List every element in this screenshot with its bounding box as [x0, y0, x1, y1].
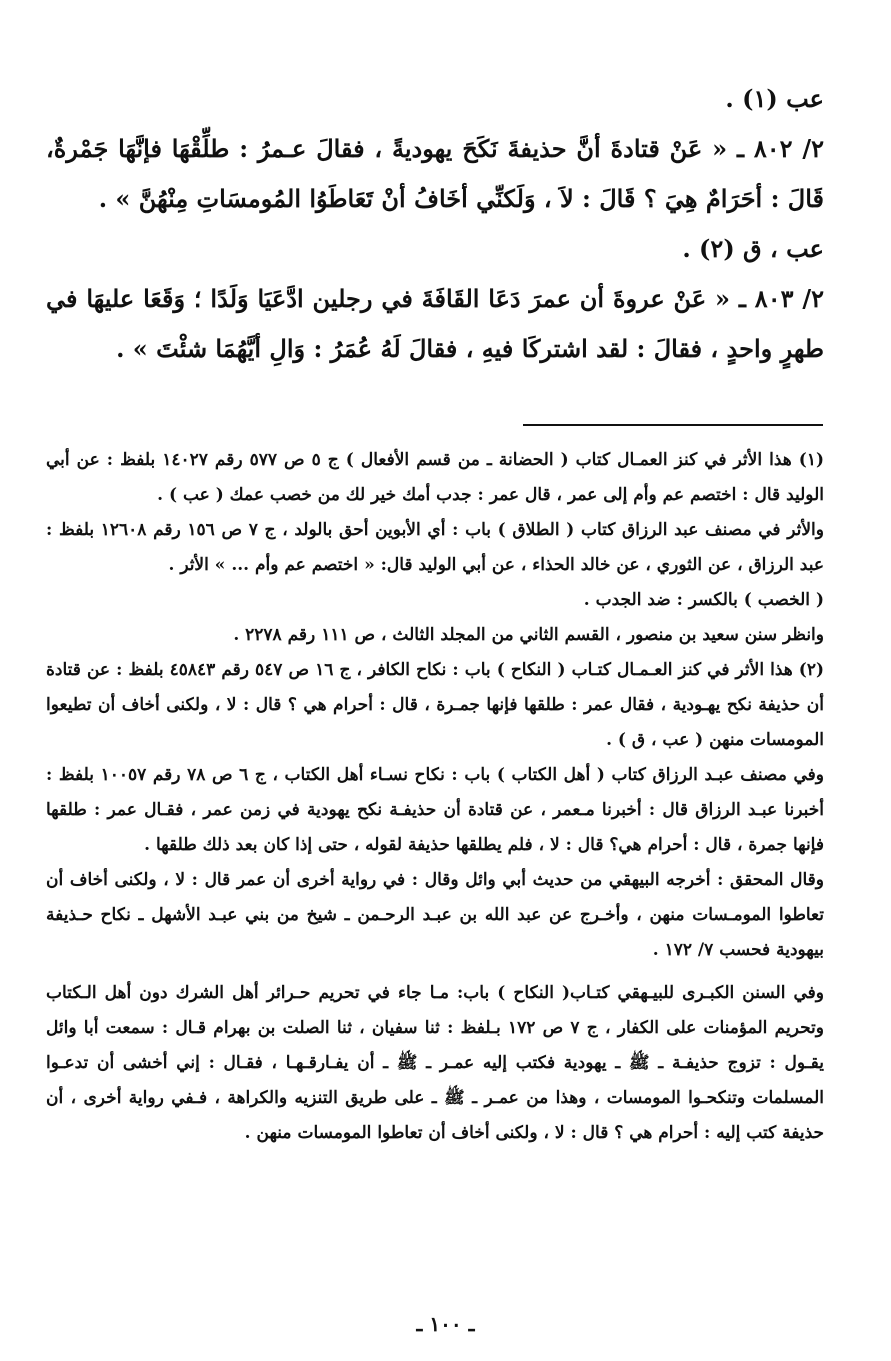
footnotes	[46, 443, 824, 1151]
footnote-separator	[523, 424, 823, 426]
line-abbreviation-2: عب ، ق (٢) .	[682, 234, 824, 263]
main-text	[46, 74, 824, 374]
footnote-1-para-1: (١) هذا الأثر في كنز العمـال كتاب ( الحضانة ـ من قسم الأفعال ) ج ٥ ص ٥٧٧ رقم ١٤٠٢٧ بلفظ : عن أبي الوليد قال : اختصم عم وأم إلى عمر ، قال عمر : جدب أمك خير لك من خصب عمك ( عب ) .	[46, 450, 824, 505]
page-number: ـ ١٠٠ ـ	[416, 1312, 475, 1336]
hadith-803: ٢/ ٨٠٣ ـ « عَنْ عروةَ أن عمرَ دَعَا القَافَةَ في رجلين ادَّعَيَا وَلَدًا ؛ وَقَعَا عليهَا في طهرٍ واحدٍ ، فقالَ : لقد اشتركَا فيهِ ، فقالَ لَهُ عُمَرُ : وَالِ أيَّهُمَا شئْتَ » .	[46, 284, 824, 363]
footnote-1-para-2: والأثر في مصنف عبد الرزاق كتاب ( الطلاق ) باب : أي الأبوين أحق بالولد ، ج ٧ ص ١٥٦ رقم ١٢٦٠٨ بلفظ : عبد الرزاق ، عن الثوري ، عن خالد الحذاء ، عن أبي الوليد قال: « اختصم عم وأم ... » الأثر .	[46, 520, 824, 575]
footnote-1-para-4: وانظر سنن سعيد بن منصور ، القسم الثاني من المجلد الثالث ، ص ١١١ رقم ٢٢٧٨ .	[233, 625, 824, 645]
footnote-2-para-4: وفي السنن الكبـرى للبيـهقي كتـاب( النكاح ) باب: مـا جاء في تحريم حـرائر أهل الشرك دون أهل الـكتاب وتحريم المؤمنات على الكفار ، ج ٧ ص ١٧٢ بـلفظ : ثنا سفيان ، ثنا الصلت بن بهرام قـال : سمعت أبا وائل يقـول : تزوج حذيفـة ـ ﷺ ـ يهودية فكتب إليه عمـر ـ ﷺ ـ أن يفـارقـهـا ، فقـال : إني أخشى أن تدعـوا المسلمات وتنكحـوا المومسات ، وهذا من عمـر ـ ﷺ ـ على طريق التنزيه والكراهة ، فـفي رواية أخرى ، أن حذيفة كتب إليه : أحرام هي ؟ قال : لا ، ولكنى أخاف أن تعاطوا المومسات منهن .	[46, 983, 824, 1143]
footnote-2-para-3: وقال المحقق : أخرجه البيهقي من حديث أبي وائل وقال : في رواية أخرى أن عمر قال : لا ، ولكنى أخاف أن تعاطوا المومـسات منهن ، وأخـرج عن عبد الله بن عبـد الرحـمن ـ شيخ من بني عبـد الأشهل ـ نكاح حـذيفة بيهودية فحسب ٧/ ١٧٢ .	[46, 870, 824, 960]
footnote-2-para-1: (٢) هذا الأثر في كنز العـمـال كتـاب ( النكاح ) باب : نكاح الكافر ، ج ١٦ ص ٥٤٧ رقم ٤٥٨٤٣ بلفظ : عن قتادة أن حذيفة نكح يهـودية ، فقال عمر : طلقها فإنها جمـرة ، قال : أحرام هي ؟ قال : لا ، ولكنى أخاف أن تطيعوا المومسات منهن ( عب ، ق ) .	[46, 660, 825, 750]
hadith-802: ٢/ ٨٠٢ ـ « عَنْ قتادةَ أنَّ حذيفةَ نَكَحَ يهوديةً ، فقالَ عـمرُ : طلِّقْهَا فإنَّهَا جَمْرةٌ، قَالَ : أحَرَامٌ هِيَ ؟ قَالَ : لاَ ، وَلَكنِّي أخَافُ أنْ تَعَاطَوُا المُومسَاتِ مِنْهُنَّ » .	[46, 134, 824, 213]
footnote-2-para-2: وفي مصنف عبـد الرزاق كتاب ( أهل الكتاب ) باب : نكاح نسـاء أهل الكتاب ، ج ٦ ص ٧٨ رقم ١٠٠٥٧ بلفظ : أخبرنا عبـد الرزاق قال : أخبرنا مـعمر ، عن قتادة أن حذيفـة نكح يهودية في زمن عمر ، فقـال عمر : طلقها فإنها جمرة ، قال : أحرام هي؟ قال : لا ، فلم يطلقها حذيفة لقوله ، حتى إذا كان بعد ذلك طلقها .	[46, 765, 824, 855]
line-abbreviation-1: عب (١) .	[725, 84, 824, 113]
footnote-1-para-3: ( الخصب ) بالكسر : ضد الجدب .	[583, 590, 824, 610]
